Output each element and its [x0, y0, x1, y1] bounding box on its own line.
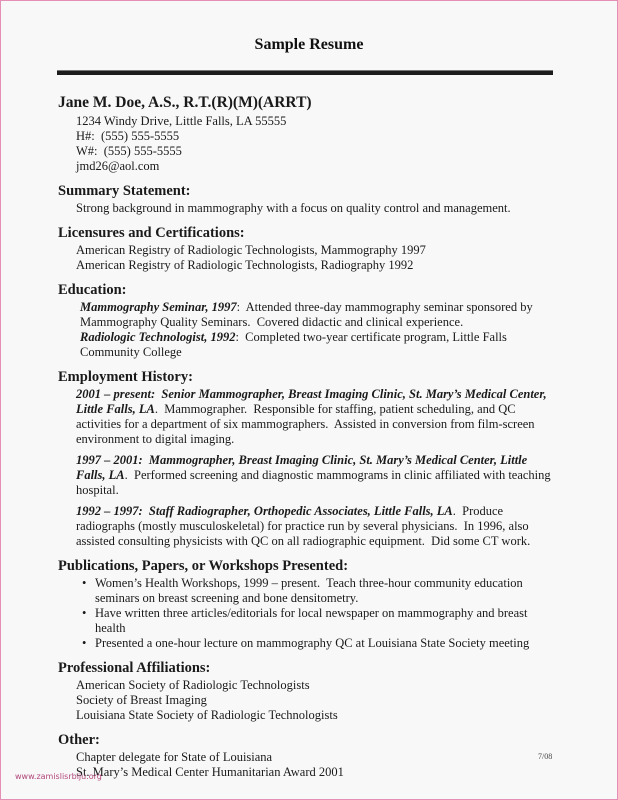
work-phone: W#: (555) 555-5555: [76, 144, 182, 158]
resume-body: [58, 94, 558, 780]
watermark-link[interactable]: www.zamislisrbiju.org: [15, 772, 102, 781]
employment-item: [58, 453, 556, 498]
employment-item: [58, 504, 556, 549]
employment-item: [58, 387, 556, 447]
job-title: 1992 – 1997: Staff Radiographer, Orthopedic Associates, Little Falls, LA: [76, 504, 453, 518]
bullet-icon: •: [82, 576, 87, 590]
education-title: Radiologic Technologist, 1992: [80, 330, 236, 344]
contact-block: [58, 114, 558, 174]
page-date: 7/08: [538, 752, 553, 761]
education-title: Mammography Seminar, 1997: [80, 300, 237, 314]
job-description: . Performed screening and diagnostic mammograms in clinic affiliated with teaching hospital.: [76, 468, 551, 497]
education-text: : Completed two-year certificate program, Little Falls Community College: [80, 330, 507, 359]
bullet-icon: •: [82, 606, 87, 620]
other-item: St. Mary’s Medical Center Humanitarian Award 2001: [76, 765, 344, 779]
employment-heading: Employment History:: [58, 369, 193, 385]
licensure-item: American Registry of Radiologic Technologists, Radiography 1992: [76, 258, 414, 272]
affiliations-heading: Professional Affiliations:: [58, 660, 211, 676]
education-text: : Attended three-day mammography seminar sponsored by Mammography Quality Seminars. Covered didactic and clinical experience.: [80, 300, 533, 329]
job-title: 1997 – 2001: Mammographer, Breast Imaging Clinic, St. Mary’s Medical Center, Little Falls, LA: [76, 453, 528, 482]
job-title: 2001 – present: Senior Mammographer, Breast Imaging Clinic, St. Mary’s Medical Center, Little Falls, LA: [76, 387, 547, 416]
job-description: . Mammographer. Responsible for staffing, patient scheduling, and QC activities for a department of six mammographers. Assisted in conversion from film-screen environment to digital imaging.: [76, 402, 535, 446]
job-description: . Produce radiographs (mostly musculoskeletal) for practice run by several physicians. In 1996, also assisted consulting physicists with QC on all radiographic equipment. Did some CT work.: [76, 504, 531, 548]
bullet-icon: •: [82, 636, 87, 650]
education-item: [58, 330, 550, 360]
publications-list: [58, 576, 558, 651]
other-item: Chapter delegate for State of Louisiana: [76, 750, 273, 764]
publication-item: • Have written three articles/editorials for local newspaper on mammography and breast health: [82, 606, 528, 635]
title-divider: [57, 70, 553, 75]
candidate-name: Jane M. Doe, A.S., R.T.(R)(M)(ARRT): [58, 94, 312, 111]
other-heading: Other:: [58, 732, 100, 748]
home-phone: H#: (555) 555-5555: [76, 129, 180, 143]
publications-heading: Publications, Papers, or Workshops Presented:: [58, 558, 349, 574]
affiliation-item: Society of Breast Imaging: [76, 693, 207, 707]
summary-heading: Summary Statement:: [58, 183, 191, 199]
address: 1234 Windy Drive, Little Falls, LA 55555: [76, 114, 287, 128]
affiliation-item: Louisiana State Society of Radiologic Technologists: [76, 708, 338, 722]
education-heading: Education:: [58, 282, 127, 298]
licensures-heading: Licensures and Certifications:: [58, 225, 245, 241]
licensure-item: American Registry of Radiologic Technologists, Mammography 1997: [76, 243, 426, 257]
affiliation-item: American Society of Radiologic Technologists: [76, 678, 310, 692]
publication-item: • Presented a one-hour lecture on mammography QC at Louisiana State Society meeting: [82, 636, 530, 650]
summary-text: Strong background in mammography with a focus on quality control and management.: [76, 201, 511, 215]
page-title: Sample Resume: [254, 36, 364, 53]
publication-item: • Women’s Health Workshops, 1999 – present. Teach three-hour community education seminars on breast screening and bone densitometry.: [82, 576, 523, 605]
education-item: [58, 300, 550, 330]
email: jmd26@aol.com: [76, 159, 160, 173]
